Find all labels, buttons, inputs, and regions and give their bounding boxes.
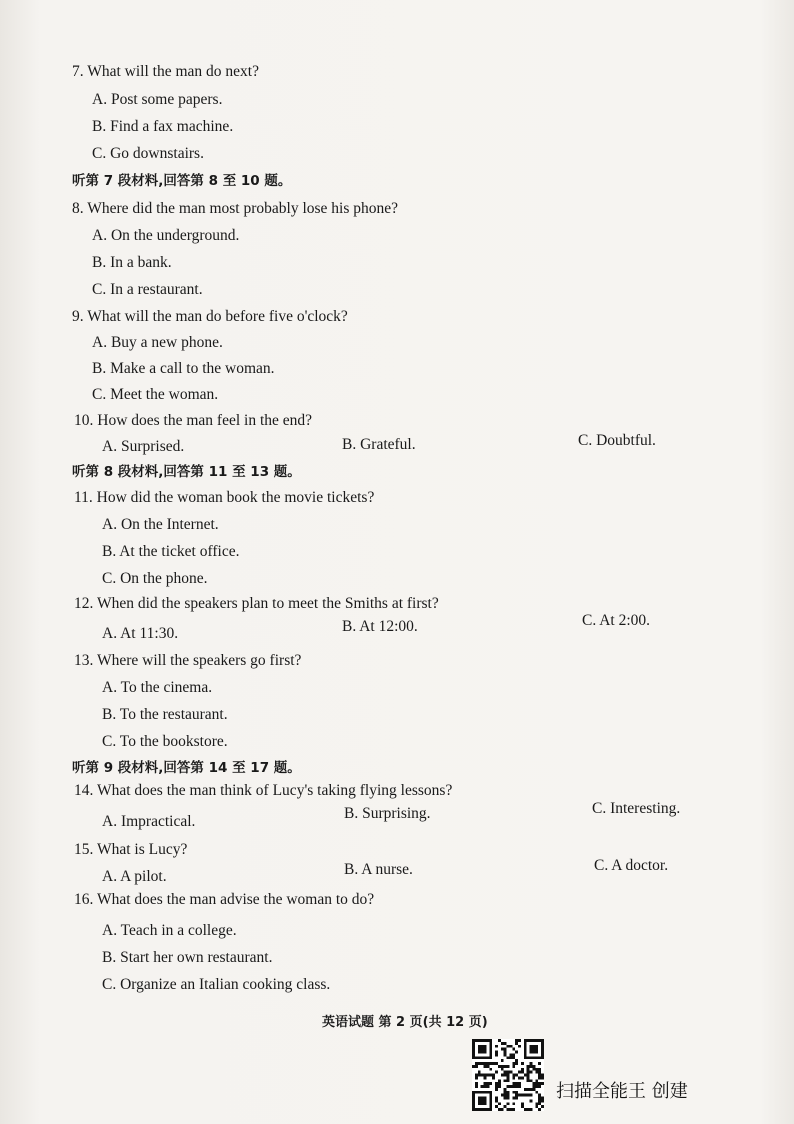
scanner-watermark: 扫描全能王 创建	[556, 1081, 688, 1102]
question-9-option-c: C. Meet the woman.	[92, 386, 219, 403]
question-15-option-b: B. A nurse.	[344, 861, 413, 878]
question-9-option-a: A. Buy a new phone.	[92, 334, 223, 351]
question-15-option-c: C. A doctor.	[594, 857, 669, 874]
question-9-stem: 9. What will the man do before five o'clock?	[72, 308, 348, 325]
question-8-option-c: C. In a restaurant.	[92, 281, 203, 298]
question-11-option-a: A. On the Internet.	[102, 516, 219, 533]
question-12-stem: 12. When did the speakers plan to meet the Smiths at first?	[74, 595, 439, 612]
question-7-stem: 7. What will the man do next?	[72, 63, 259, 80]
question-13-option-c: C. To the bookstore.	[102, 733, 228, 750]
question-16-stem: 16. What does the man advise the woman to do?	[74, 891, 375, 908]
question-15-option-a: A. A pilot.	[102, 868, 167, 885]
question-16-option-b: B. Start her own restaurant.	[102, 949, 273, 966]
question-14-stem: 14. What does the man think of Lucy's taking flying lessons?	[74, 782, 453, 799]
question-12-option-b: B. At 12:00.	[342, 618, 418, 635]
question-15-stem: 15. What is Lucy?	[74, 841, 188, 858]
question-10-option-c: C. Doubtful.	[578, 432, 656, 449]
section-heading-9: 听第 9 段材料,回答第 14 至 17 题。	[72, 760, 301, 776]
question-16-option-c: C. Organize an Italian cooking class.	[102, 976, 331, 993]
question-12-option-c: C. At 2:00.	[582, 612, 651, 629]
section-heading-8: 听第 8 段材料,回答第 11 至 13 题。	[72, 464, 301, 480]
question-11-option-b: B. At the ticket office.	[102, 543, 240, 560]
question-10-stem: 10. How does the man feel in the end?	[74, 412, 313, 429]
question-10-option-b: B. Grateful.	[342, 436, 416, 453]
question-10-option-a: A. Surprised.	[102, 438, 185, 455]
question-14-option-c: C. Interesting.	[592, 800, 681, 817]
question-14-option-b: B. Surprising.	[344, 805, 431, 822]
question-16-option-a: A. Teach in a college.	[102, 922, 237, 939]
question-8-stem: 8. Where did the man most probably lose his phone?	[72, 200, 399, 217]
question-8-option-a: A. On the underground.	[92, 227, 240, 244]
question-13-option-b: B. To the restaurant.	[102, 706, 228, 723]
question-11-option-c: C. On the phone.	[102, 570, 208, 587]
question-8-option-b: B. In a bank.	[92, 254, 172, 271]
section-heading-7: 听第 7 段材料,回答第 8 至 10 题。	[72, 173, 292, 189]
question-7-option-b: B. Find a fax machine.	[92, 118, 234, 135]
qr-code-icon	[472, 1039, 544, 1111]
question-13-option-a: A. To the cinema.	[102, 679, 213, 696]
question-9-option-b: B. Make a call to the woman.	[92, 360, 275, 377]
question-12-option-a: A. At 11:30.	[102, 625, 179, 642]
question-7-option-c: C. Go downstairs.	[92, 145, 204, 162]
question-7-option-a: A. Post some papers.	[92, 91, 223, 108]
question-11-stem: 11. How did the woman book the movie tickets?	[74, 489, 375, 506]
page-footer: 英语试题 第 2 页(共 12 页)	[322, 1015, 488, 1030]
question-13-stem: 13. Where will the speakers go first?	[74, 652, 302, 669]
question-14-option-a: A. Impractical.	[102, 813, 196, 830]
